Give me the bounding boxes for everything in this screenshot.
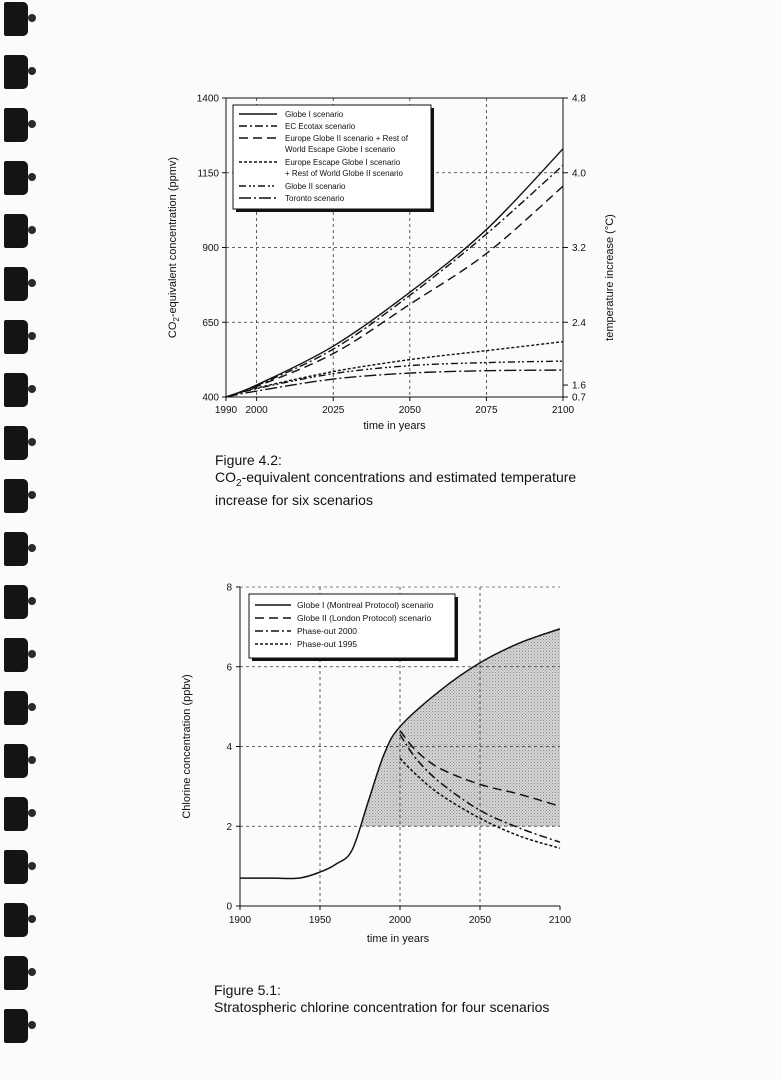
y-tick-label: 1400 <box>196 93 219 105</box>
y2-tick-label: 3.2 <box>572 243 586 254</box>
legend-label: World Escape Globe I scenario <box>285 145 396 154</box>
x-tick-label: 1900 <box>228 915 252 926</box>
figure-4-2-label: Figure 4.2: <box>215 452 282 468</box>
figure-5-1-text: Stratospheric chlorine concentration for four scenarios <box>214 999 550 1015</box>
y-axis-label: $CO_2$-equivalent concentration (ppmv) <box>167 156 181 339</box>
x-tick-label: 2050 <box>468 915 492 926</box>
y2-tick-label: 0.7 <box>572 392 586 404</box>
x-tick-label: 2100 <box>548 915 572 926</box>
x-tick-label: 2100 <box>551 405 575 416</box>
y-tick-label: 1150 <box>197 168 219 180</box>
y-tick-label: 4 <box>226 742 232 753</box>
x-tick-label: 1950 <box>308 915 332 926</box>
x-tick-label: 2050 <box>398 405 421 416</box>
legend-label: + Rest of World Globe II scenario <box>285 169 403 178</box>
binding-ring <box>4 956 28 990</box>
y-tick-label: 8 <box>226 582 232 594</box>
x-tick-label: 1990 <box>214 405 238 416</box>
legend-label: Toronto scenario <box>285 194 345 203</box>
y2-tick-label: 2.4 <box>572 317 586 329</box>
y2-tick-label: 4.0 <box>572 168 586 180</box>
y-axis-label: Chlorine concentration (ppbv) <box>181 674 193 819</box>
x-tick-label: 2000 <box>388 915 412 926</box>
legend-label: Globe II (London Protocol) scenario <box>297 613 432 623</box>
binding-ring <box>4 1009 28 1043</box>
figure-4-2-text: $CO_2$-equivalent concentrations and estimated temperature increase for six scenarios <box>215 469 577 508</box>
legend-label: Phase-out 2000 <box>297 626 358 636</box>
y2-axis-label: temperature increase (°C) <box>604 214 616 341</box>
legend-label: Globe II scenario <box>285 182 346 191</box>
y-tick-label: 650 <box>202 317 219 329</box>
x-tick-label: 2075 <box>475 405 498 416</box>
legend-label: Phase-out 1995 <box>297 639 358 649</box>
legend-label: Europe Globe II scenario + Rest of <box>285 134 408 143</box>
legend-label: Globe I (Montreal Protocol) scenario <box>297 600 434 610</box>
x-axis-label: time in years <box>363 420 426 432</box>
x-tick-label: 2025 <box>322 405 345 416</box>
y2-tick-label: 1.6 <box>572 380 586 392</box>
y-tick-label: 900 <box>202 243 219 254</box>
figure-5-1-label: Figure 5.1: <box>214 982 281 998</box>
figure-5-1-caption <box>214 982 614 1016</box>
y-tick-label: 6 <box>226 662 232 674</box>
x-axis-label: time in years <box>366 933 430 945</box>
x-tick-label: 2000 <box>245 405 268 416</box>
legend-label: Globe I scenario <box>285 110 344 119</box>
legend-label: EC Ecotax scenario <box>285 122 356 131</box>
y-tick-label: 0 <box>226 901 232 913</box>
y-tick-label: 2 <box>226 821 232 833</box>
y2-tick-label: 4.8 <box>572 93 586 105</box>
legend-label: Europe Escape Globe I scenario <box>285 158 401 167</box>
y-tick-label: 400 <box>202 392 219 404</box>
